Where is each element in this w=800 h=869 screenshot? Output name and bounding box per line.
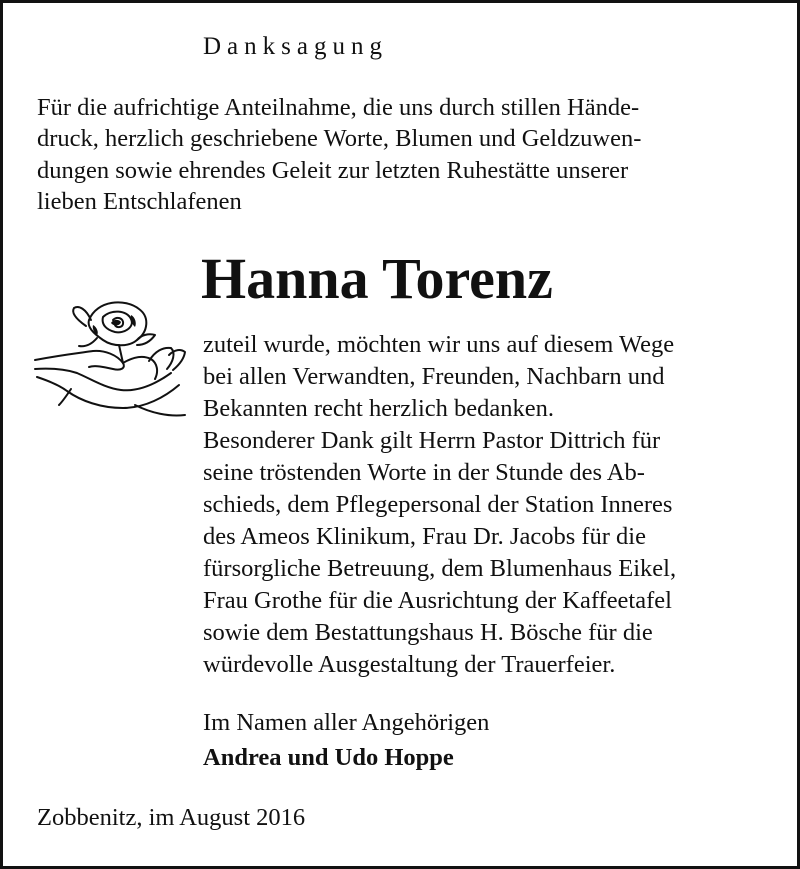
body-line-10: sowie dem Bestattungshaus H. Bösche für die xyxy=(203,619,653,646)
body-line-1: zuteil wurde, möchten wir uns auf diesem Wege xyxy=(203,331,675,358)
body-line-5: seine tröstenden Worte in der Stunde des Ab- xyxy=(203,459,645,486)
body-line-3: Bekannten recht herzlich bedanken. xyxy=(203,395,555,422)
signatories: Andrea und Udo Hoppe xyxy=(203,744,454,771)
body-line-4: Besonderer Dank gilt Herrn Pastor Dittrich für xyxy=(203,427,661,454)
intro-line-3: dungen sowie ehrendes Geleit zur letzten Ruhestätte unserer xyxy=(37,157,629,184)
intro-line-2: druck, herzlich geschriebene Worte, Blumen und Geldzuwen- xyxy=(37,125,642,152)
body-line-6: schieds, dem Pflegepersonal der Station Inneres xyxy=(203,491,673,518)
body-line-11: würdevolle Ausgestaltung der Trauerfeier. xyxy=(203,651,616,678)
notice-heading: Danksagung xyxy=(203,33,388,60)
intro-line-4: lieben Entschlafenen xyxy=(37,188,242,215)
deceased-name: Hanna Torenz xyxy=(201,246,553,311)
body-line-7: des Ameos Klinikum, Frau Dr. Jacobs für die xyxy=(203,523,646,550)
intro-line-1: Für die aufrichtige Anteilnahme, die uns durch stillen Hände- xyxy=(37,94,640,121)
place-date: Zobbenitz, im August 2016 xyxy=(37,804,306,831)
closing-line: Im Namen aller Angehörigen xyxy=(203,709,490,736)
body-line-2: bei allen Verwandten, Freunden, Nachbarn und xyxy=(203,363,665,390)
body-line-8: fürsorgliche Betreuung, dem Blumenhaus Eikel, xyxy=(203,555,677,582)
rose-in-hands-icon xyxy=(31,295,189,425)
body-line-9: Frau Grothe für die Ausrichtung der Kaffeetafel xyxy=(203,587,672,614)
